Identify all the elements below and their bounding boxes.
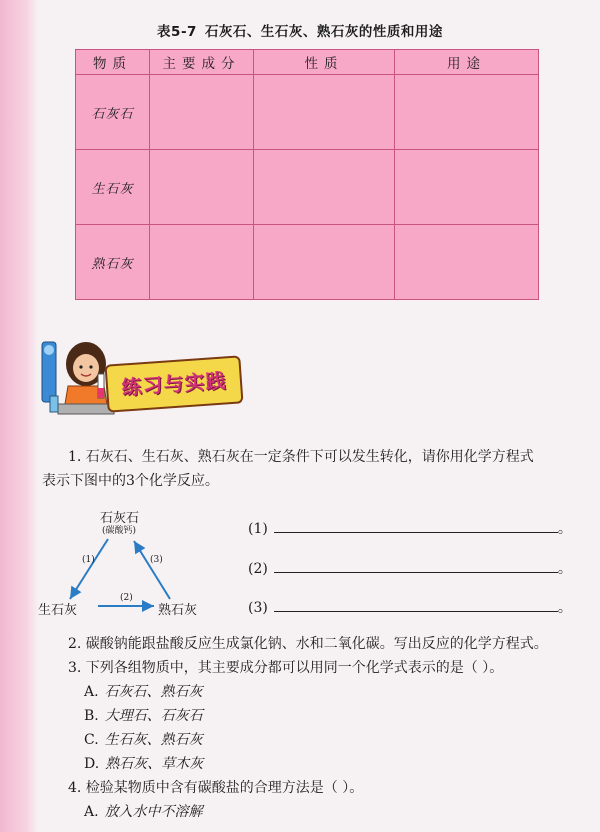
question-3-text: 3. 下列各组物质中，其主要成分都可以用同一个化学式表示的是（ ）。	[68, 660, 504, 676]
question-2-text: 2. 碳酸钠能跟盐酸反应生成氯化钠、水和二氧化碳。写出反应的化学方程式。	[68, 636, 548, 652]
option-letter: B.	[84, 708, 99, 724]
answer-label-1: (1)	[248, 521, 268, 537]
option-letter: C.	[84, 732, 99, 748]
option-text: 放入水中不溶解	[104, 804, 203, 820]
answer-line-2	[248, 558, 572, 579]
answer-label-2: (2)	[248, 561, 268, 577]
row-label-slaked-lime: 熟石灰	[76, 225, 150, 300]
table-cell[interactable]	[150, 225, 254, 300]
table-row	[76, 150, 539, 225]
conversion-diagram	[36, 505, 236, 617]
diagram-node-quicklime: 生石灰	[38, 603, 78, 618]
practice-banner	[36, 334, 228, 416]
table-number: 表5-7	[157, 24, 197, 40]
table-caption	[0, 20, 600, 40]
answer-end-2: 。	[557, 561, 572, 577]
option-letter: D.	[84, 756, 100, 772]
diagram-node-limestone: 石灰石	[100, 511, 140, 526]
table-cell[interactable]	[395, 225, 539, 300]
table-cell[interactable]	[395, 150, 539, 225]
arrow-slaked-lime-to-limestone	[134, 541, 170, 599]
question-4-text: 4. 检验某物质中含有碳酸盐的合理方法是（ ）。	[68, 780, 364, 796]
question-4-option-a[interactable]	[84, 800, 203, 824]
question-1-text-continued: 表示下图中的3个化学反应。	[42, 473, 219, 489]
header-properties: 性质	[254, 50, 395, 75]
table-row	[76, 225, 539, 300]
answer-line-3	[248, 597, 572, 618]
table-cell[interactable]	[395, 75, 539, 150]
header-uses: 用途	[395, 50, 539, 75]
diagram-node-slaked-lime: 熟石灰	[158, 603, 198, 618]
question-1-text: 1. 石灰石、生石灰、熟石灰在一定条件下可以发生转化，请你用化学方程式	[68, 449, 534, 465]
table-cell[interactable]	[254, 225, 395, 300]
answer-line-1	[248, 518, 572, 539]
option-letter: A.	[84, 684, 99, 700]
diagram-arrow-label-2: (2)	[120, 593, 133, 603]
arrow-limestone-to-quicklime	[70, 539, 108, 599]
row-label-limestone: 石灰石	[76, 75, 150, 150]
properties-table	[75, 49, 539, 300]
table-title: 石灰石、生石灰、熟石灰的性质和用途	[204, 24, 443, 40]
question-3-option-b[interactable]	[84, 704, 203, 728]
answer-end-1: 。	[557, 521, 572, 537]
table-cell[interactable]	[150, 150, 254, 225]
option-letter: A.	[84, 804, 99, 820]
option-text: 生石灰、熟石灰	[104, 732, 203, 748]
answer-blank-2[interactable]	[274, 558, 558, 573]
diagram-arrow-label-1: (1)	[82, 555, 95, 565]
answer-blank-1[interactable]	[274, 518, 558, 533]
practice-banner-label: 练习与实践	[104, 355, 243, 412]
option-text: 石灰石、熟石灰	[104, 684, 203, 700]
answer-blank-3[interactable]	[274, 597, 558, 612]
diagram-node-limestone-formula: (碳酸钙)	[102, 526, 137, 536]
question-3-option-d[interactable]	[84, 752, 203, 776]
question-3-option-c[interactable]	[84, 728, 203, 752]
table-header-row	[76, 50, 539, 75]
table-row	[76, 75, 539, 150]
diagram-arrow-label-3: (3)	[150, 555, 163, 565]
answer-label-3: (3)	[248, 600, 268, 616]
question-3-option-a[interactable]	[84, 680, 203, 704]
header-main-component: 主要成分	[150, 50, 254, 75]
option-text: 熟石灰、草木灰	[105, 756, 204, 772]
table-cell[interactable]	[150, 75, 254, 150]
header-substance: 物质	[76, 50, 150, 75]
table-cell[interactable]	[254, 75, 395, 150]
row-label-quicklime: 生石灰	[76, 150, 150, 225]
answer-end-3: 。	[557, 600, 572, 616]
option-text: 大理石、石灰石	[104, 708, 203, 724]
table-cell[interactable]	[254, 150, 395, 225]
